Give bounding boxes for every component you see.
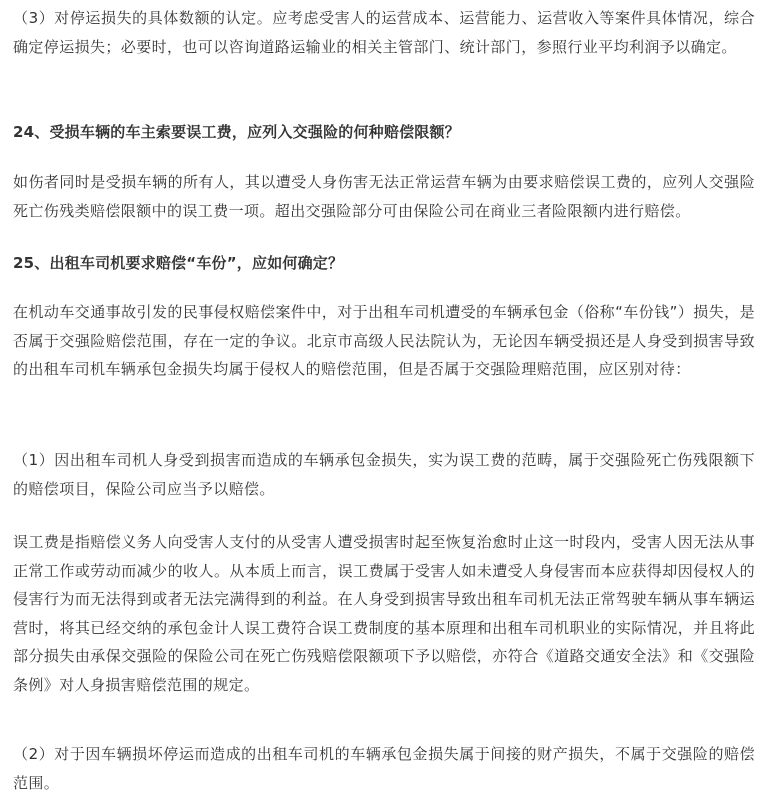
paragraph-answer-24: 如伤者同时是受损车辆的所有人，其以遭受人身伤害无法正常运营车辆为由要求赔偿误工费的，应列人交强险死亡伤残类赔偿限额中的误工费一项。超出交强险部分可由保险公司在商业三者险限额内进行赔偿。 xyxy=(13,173,755,220)
paragraph-operation-loss: （3）对停运损失的具体数额的认定。应考虑受害人的运营成本、运营能力、运营收入等案件具体情况，综合确定停运损失；必要时，也可以咨询道路运输业的相关主管部门、统计部门，参照行业平均利润予以确定。 xyxy=(13,9,755,56)
question-heading-25: 25、出租车司机要求赔偿“车份”，应如何确定？ xyxy=(13,254,344,272)
paragraph-answer-25-item-2: （2）对于因车辆损坏停运而造成的出租车司机的车辆承包金损失属于间接的财产损失，不属于交强险的赔偿范围。 xyxy=(13,745,755,792)
question-heading-24: 24、受损车辆的车主索要误工费，应列入交强险的何种赔偿限额？ xyxy=(13,123,460,141)
paragraph-lost-wages-explanation: 误工费是指赔偿义务人向受害人支付的从受害人遭受损害时起至恢复治愈时止这一时段内，受害人因无法从事正常工作或劳动而减少的收人。从本质上而言，误工费属于受害人如未遭受人身侵害而本应获得却因侵权人的侵害行为而无法得到或者无法完满得到的利益。在人身受到损害导致出租车司机无法正常驾驶车辆从事车辆运营时，将其已经交纳的承包金计人误工费符合误工费制度的基本原理和出租车司机职业的实际情况，并且将此部分损失由承保交强险的保险公司在死亡伤残赔偿限额项下予以赔偿，亦符合《道路交通安全法》和《交强险条例》对人身损害赔偿范围的规定。 xyxy=(13,533,755,694)
paragraph-answer-25-item-1: （1）因出租车司机人身受到损害而造成的车辆承包金损失，实为误工费的范畴，属于交强险死亡伤残限额下的赔偿项目，保险公司应当予以赔偿。 xyxy=(13,451,755,498)
paragraph-answer-25-intro: 在机动车交通事故引发的民事侵权赔偿案件中，对于出租车司机遭受的车辆承包金（俗称“车份钱”）损失，是否属于交强险赔偿范围，存在一定的争议。北京市高级人民法院认为，无论因车辆受损还是人身受到损害导致的出租车司机车辆承包金损失均属于侵权人的赔偿范围，但是否属于交强险理赔范围，应区别对待： xyxy=(13,303,755,379)
